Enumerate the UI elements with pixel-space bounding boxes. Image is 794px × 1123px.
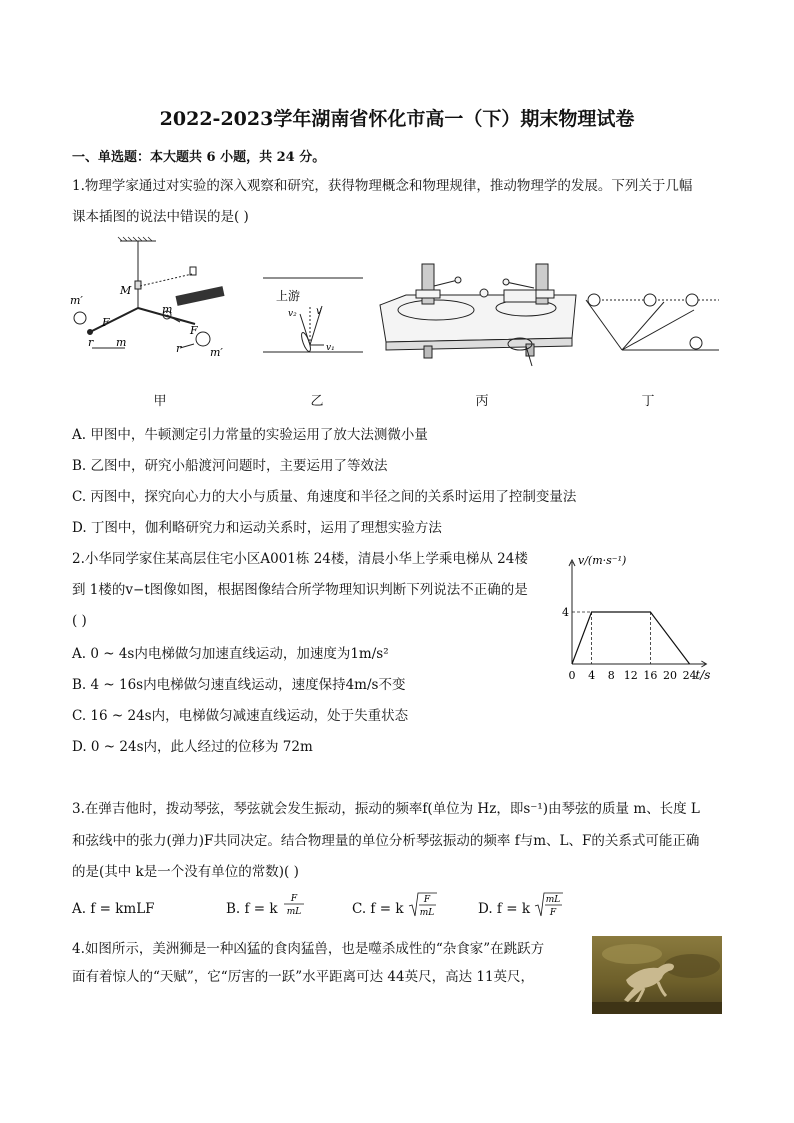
q2-stem-line2: 到 1楼的v−t图像如图，根据图像结合所学物理知识判断下列说法不正确的是: [72, 582, 528, 598]
q3-option-d-fraction: [534, 891, 564, 919]
vt-chart: [560, 548, 730, 686]
q4-stem-line2: 面有着惊人的“天赋”，它“厉害的一跃”水平距离可达 44英尺，高达 11英尺，: [72, 969, 535, 985]
q3-option-a: A. f = kmLF: [72, 901, 155, 917]
x-tick-label: 12: [623, 669, 638, 682]
q1-option-c: C. 丙图中，探究向心力的大小与质量、角速度和半径之间的关系时运用了控制变量法: [72, 489, 577, 505]
jia-r-label: r: [88, 336, 94, 349]
q1-option-d: D. 丁图中，伽利略研究力和运动关系时，运用了理想实验方法: [72, 520, 442, 536]
q3-option-d-prefix: D. f = k: [478, 901, 530, 917]
q1-option-a: A. 甲图中，牛顿测定引力常量的实验运用了放大法测微小量: [72, 427, 428, 443]
q1-option-b: B. 乙图中，研究小船渡河问题时，主要运用了等效法: [72, 458, 388, 474]
q3-option-b-fraction: [282, 891, 308, 919]
frac-b-den: mL: [286, 906, 302, 917]
frac-d-num: mL: [546, 894, 561, 905]
series-line: [572, 612, 690, 664]
q1-stem-line1: 1.物理学家通过对实验的深入观察和研究，获得物理概念和物理规律，推动物理学的发展。下列关于几幅: [72, 178, 693, 194]
q3-stem-line1: 3.在弹吉他时，拨动琴弦，琴弦就会发生振动，振动的频率f(单位为 Hz，即s⁻¹)由琴弦的质量 m、长度 L: [72, 801, 700, 817]
jia-F-label: F: [102, 316, 110, 329]
figure-bing: [376, 250, 581, 370]
jia-m-label: m: [116, 336, 127, 349]
jia-F2-label: F: [190, 324, 198, 337]
frac-d-den: F: [550, 907, 557, 918]
q3-option-c-fraction: [408, 891, 438, 919]
figure-label-ding: 丁: [641, 394, 655, 409]
jia-m2-label: m: [162, 303, 173, 316]
q2-option-a: A. 0 ~ 4s内电梯做匀加速直线运动，加速度为1m/s²: [72, 646, 389, 662]
q2-option-c: C. 16 ~ 24s内，电梯做匀减速直线运动，处于失重状态: [72, 708, 409, 724]
jia-mprime-label: m′: [70, 294, 83, 307]
yi-v2-label: v₂: [288, 309, 297, 319]
frac-b-num: F: [290, 893, 297, 904]
q1-stem-line2: 课本插图的说法中错误的是( ): [72, 209, 249, 225]
q3-stem-line2: 和弦线中的张力(弹力)F共同决定。结合物理量的单位分析琴弦振动的频率 f与m、L、F的关系式可能正确: [72, 833, 700, 849]
x-tick-label: 8: [607, 669, 615, 682]
q3-option-b: [226, 893, 308, 919]
y-axis-label: v/(m·s⁻¹): [578, 554, 627, 567]
cougar-photo: [592, 936, 722, 1014]
q2-stem-line1: 2.小华同学家住某高层住宅小区A001栋 24楼，清晨小华上学乘电梯从 24楼: [72, 551, 528, 567]
figure-jia: [70, 236, 230, 366]
x-tick-label: 16: [643, 669, 658, 682]
x-axis-label: t/s: [695, 668, 711, 682]
q3-option-b-prefix: B. f = k: [226, 901, 278, 917]
x-tick-label: 0: [568, 669, 576, 682]
frac-c-den: mL: [419, 907, 435, 918]
x-tick-label: 20: [663, 669, 677, 682]
yi-v-label: v: [316, 306, 322, 317]
cougar-photo-image: [592, 936, 722, 1014]
yi-upstream-label: 上游: [276, 289, 301, 303]
figure-label-jia: 甲: [153, 394, 167, 409]
figure-label-bing: 丙: [475, 394, 489, 409]
y-tick-label: 4: [562, 606, 569, 619]
figure-yi: [258, 270, 368, 360]
q2-stem-line3: ( ): [72, 613, 87, 629]
q3-stem-line3: 的是(其中 k是一个没有单位的常数)( ): [72, 864, 299, 880]
q4-stem-line1: 4.如图所示，美洲狮是一种凶猛的食肉猛兽，也是噬杀成性的“杂食家”在跳跃方: [72, 941, 545, 957]
q2-option-d: D. 0 ~ 24s内，此人经过的位移为 72m: [72, 739, 313, 755]
yi-v1-label: v₁: [326, 343, 335, 353]
figure-ding: [584, 290, 724, 360]
q3-option-c-prefix: C. f = k: [352, 901, 404, 917]
figure-label-yi: 乙: [310, 394, 324, 409]
jia-M-label: M: [120, 284, 132, 297]
jia-r2-label: r: [176, 342, 182, 355]
q3-option-c: [352, 894, 438, 919]
x-tick-label: 24: [682, 669, 697, 682]
frac-c-num: F: [423, 894, 430, 905]
section-heading: 一、单选题：本大题共 6 小题，共 24 分。: [72, 150, 326, 165]
q3-option-d: [478, 894, 564, 919]
page-title: 2022-2023学年湖南省怀化市高一（下）期末物理试卷: [159, 108, 635, 130]
x-tick-label: 4: [588, 669, 596, 682]
jia-mprime2-label: m′: [210, 346, 223, 359]
q2-option-b: B. 4 ~ 16s内电梯做匀速直线运动，速度保持4m/s不变: [72, 677, 406, 693]
